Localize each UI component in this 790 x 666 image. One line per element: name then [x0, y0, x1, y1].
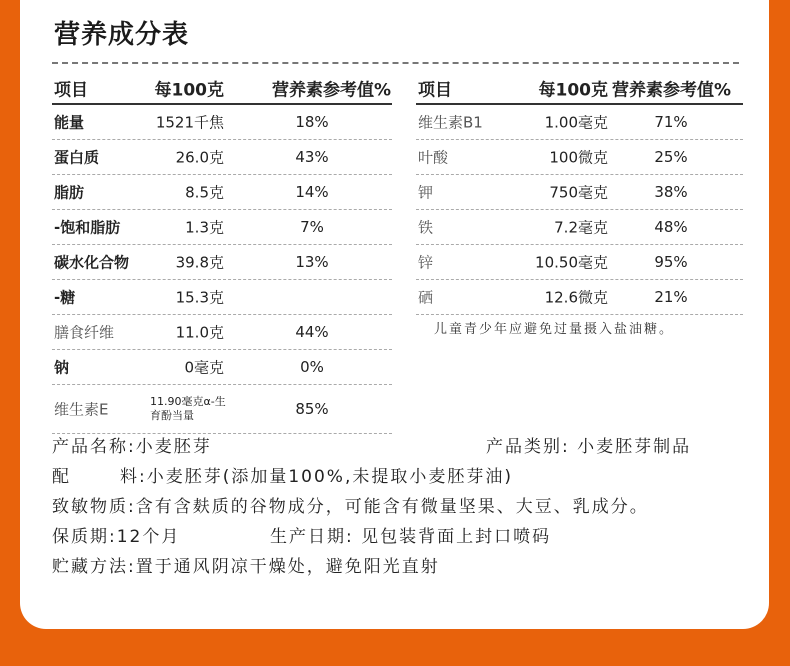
header-per100: 每100克 — [538, 80, 608, 101]
nutrient-nrv: 85% — [295, 400, 329, 418]
nutrient-value: 750毫克 — [549, 183, 608, 202]
nutrient-name: 膳食纤维 — [54, 323, 115, 342]
table-row — [416, 280, 743, 315]
table-row — [52, 210, 392, 245]
nutrient-nrv: 18% — [295, 113, 329, 131]
header-item: 项目 — [418, 80, 452, 101]
table-row — [52, 245, 392, 280]
title-divider — [52, 62, 739, 64]
table-row — [416, 210, 743, 245]
nutrient-value: 8.5克 — [185, 183, 224, 202]
nutrient-value: 1.3克 — [185, 218, 224, 237]
ingredients: 料:小麦胚芽(添加量100%,未提取小麦胚芽油) — [120, 467, 513, 487]
nutrient-name: 能量 — [54, 113, 85, 132]
nutrient-nrv: 7% — [300, 218, 324, 236]
product-info — [52, 432, 752, 582]
nutrient-value: 11.0克 — [175, 323, 224, 342]
table-row — [52, 385, 392, 434]
nutrient-nrv: 0% — [300, 358, 324, 376]
nutrient-name: 碳水化合物 — [54, 253, 130, 272]
nutrient-nrv: 43% — [295, 148, 329, 166]
nutrient-value: 0毫克 — [184, 358, 224, 377]
shelf-life: 保质期:12个月 — [52, 527, 181, 547]
table-row — [416, 140, 743, 175]
table-row — [52, 350, 392, 385]
nutrient-nrv: 14% — [295, 183, 329, 201]
nutrient-nrv: 44% — [295, 323, 329, 341]
nutrient-value: 10.50毫克 — [535, 253, 608, 272]
nutrient-nrv: 13% — [295, 253, 329, 271]
nutrient-name: 硒 — [418, 288, 434, 307]
nutrient-nrv: 95% — [654, 253, 688, 271]
table-row — [416, 105, 743, 140]
nutrient-value: 39.8克 — [175, 253, 224, 272]
nutrient-name: 脂肪 — [54, 183, 85, 202]
table-row — [52, 105, 392, 140]
ingredients-label: 配 — [52, 467, 71, 487]
nutrient-nrv: 48% — [654, 218, 688, 236]
nutrient-name: 维生素E — [54, 400, 109, 419]
table-row — [52, 280, 392, 315]
nutrient-name: 蛋白质 — [54, 148, 100, 167]
nutrient-name: 铁 — [418, 218, 434, 237]
table-row — [416, 245, 743, 280]
nutrient-value: 12.6微克 — [544, 288, 608, 307]
nutrient-name: 叶酸 — [418, 148, 449, 167]
production-date: 生产日期: 见包装背面上封口喷码 — [270, 527, 552, 547]
table-row — [52, 175, 392, 210]
nutrient-name: 维生素B1 — [418, 113, 483, 132]
table-row — [416, 175, 743, 210]
nutrient-value: 26.0克 — [175, 148, 224, 167]
header-item: 项目 — [54, 80, 88, 101]
page-title: 营养成分表 — [54, 20, 190, 50]
nutrient-value: 11.90毫克α-生育酚当量 — [150, 395, 226, 422]
nutrient-value: 1.00毫克 — [544, 113, 608, 132]
nutrient-value: 7.2毫克 — [554, 218, 608, 237]
health-note: 儿童青少年应避免过量摄入盐油糖。 — [434, 322, 675, 337]
header-per100: 每100克 — [154, 80, 224, 101]
header-nrv: 营养素参考值% — [272, 80, 392, 101]
nutrient-name: -饱和脂肪 — [54, 218, 121, 237]
nutrition-table-right — [416, 73, 743, 315]
nutrient-nrv: 71% — [654, 113, 688, 131]
nutrition-card — [20, 0, 769, 629]
table-header — [52, 73, 392, 105]
allergens: 致敏物质:含有含麸质的谷物成分，可能含有微量坚果、大豆、乳成分。 — [52, 497, 649, 517]
nutrient-name: -糖 — [54, 288, 76, 307]
header-nrv: 营养素参考值% — [612, 80, 732, 101]
product-category: 产品类别: 小麦胚芽制品 — [486, 437, 692, 457]
nutrient-value: 15.3克 — [175, 288, 224, 307]
storage-method: 贮藏方法:置于通风阴凉干燥处，避免阳光直射 — [52, 557, 440, 577]
nutrient-name: 锌 — [418, 253, 434, 272]
nutrient-nrv: 38% — [654, 183, 688, 201]
nutrient-nrv: 25% — [654, 148, 688, 166]
nutrient-name: 钾 — [418, 183, 434, 202]
table-row — [52, 140, 392, 175]
table-row — [52, 315, 392, 350]
nutrient-value: 100微克 — [549, 148, 608, 167]
table-header — [416, 73, 743, 105]
nutrient-value: 1521千焦 — [155, 113, 224, 132]
nutrition-table-left — [52, 73, 392, 434]
product-name: 产品名称:小麦胚芽 — [52, 437, 212, 457]
nutrient-name: 钠 — [54, 358, 70, 377]
nutrient-nrv: 21% — [654, 288, 688, 306]
